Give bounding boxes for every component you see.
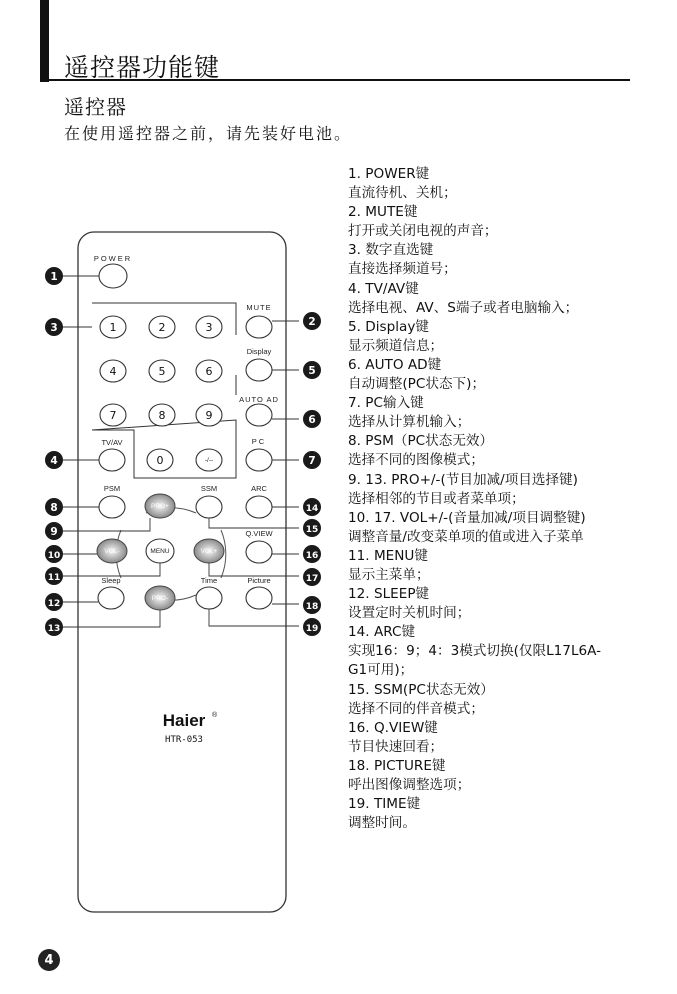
key-line: 16. Q.VIEW键 [348,719,438,736]
key-line: 直流待机、关机； [348,185,457,202]
key-line: 5. Display键 [348,318,429,335]
callout-16 [303,545,321,563]
svg-text:17: 17 [305,574,319,584]
callout-5 [303,361,321,379]
key-line: 2. MUTE键 [348,204,418,221]
key-line: 14. ARC键 [348,624,416,641]
key-line: 18. PICTURE键 [348,757,446,774]
key-line: 自动调整(PC状态下)； [348,376,486,393]
tvav-button[interactable] [99,449,125,471]
key-line: 节目快速回看； [348,738,444,755]
key-line: 调整音量/改变菜单项的值或进入子菜单 [348,528,584,545]
svg-text:18: 18 [305,602,319,612]
arc-label: ARC [251,484,267,493]
key-line: 选择电视、AV、S端子或者电脑输入； [348,299,579,316]
svg-text:5: 5 [308,365,316,377]
key-description-list [348,165,668,833]
svg-text:1: 1 [50,271,58,283]
svg-text:12: 12 [47,599,61,609]
callout-2 [303,312,321,330]
tvav-label: TV/AV [101,438,123,447]
qview-label: Q.VIEW [245,529,273,538]
page-number: 4 [38,949,60,971]
key-line: 显示主菜单； [348,566,430,583]
vol-plus-text: VOL+ [200,548,218,555]
dash-text: -/-- [204,457,214,464]
key-line: 9. 13. PRO+/-(节目加减/项目选择键) [348,471,578,488]
sleep-label: Sleep [101,576,121,585]
key-line: 显示频道信息； [348,337,444,354]
key-line: 选择不同的图像模式； [348,452,484,469]
digit-9-text: 9 [205,409,213,422]
svg-text:2: 2 [308,316,316,328]
sleep-button[interactable] [98,587,124,609]
key-line: 调整时间。 [348,815,416,832]
callout-14 [303,498,321,516]
callout-4 [45,451,63,469]
key-line: G1可用)； [348,662,414,679]
brand-logo: Haier [162,711,206,730]
svg-text:4: 4 [50,455,58,467]
key-line: 4. TV/AV键 [348,280,419,297]
display-label: Display [246,347,272,356]
svg-text:11: 11 [47,573,61,583]
intro-text: 在使用遥控器之前，请先装好电池。 [64,124,353,143]
callout-6 [303,410,321,428]
key-line: 12. SLEEP键 [348,586,430,603]
key-line: 7. PC输入键 [348,395,424,412]
display-button[interactable] [246,359,272,381]
key-line: 打开或关闭电视的声音； [348,223,498,240]
ssm-label: SSM [200,484,218,493]
key-line: 选择相邻的节目或者菜单项； [348,490,525,507]
svg-text:8: 8 [50,502,58,514]
callout-1 [45,267,63,285]
qview-button[interactable] [246,541,272,563]
svg-text:13: 13 [47,624,61,634]
key-line: 19. TIME键 [348,796,421,813]
svg-text:16: 16 [305,551,319,561]
psm-button[interactable] [99,496,125,518]
callout-3 [45,318,63,336]
digit-4-text: 4 [109,365,117,378]
key-line: 15. SSM(PC状态无效） [348,681,494,698]
pro-plus-text: PRO+ [151,503,169,510]
menu-text: MENU [150,548,170,555]
digit-6-text: 6 [205,365,213,378]
ssm-button[interactable] [196,496,222,518]
callout-11 [45,567,63,585]
callout-8 [45,498,63,516]
digit-0-text: 0 [156,454,164,467]
svg-text:14: 14 [305,504,319,514]
time-label: Time [200,576,218,585]
time-button[interactable] [196,587,222,609]
brand-registered: ® [212,712,218,719]
svg-text:19: 19 [305,624,319,634]
key-line: 8. PSM（PC状态无效） [348,433,494,450]
auto-ad-label: AUTO AD [239,395,279,404]
svg-text:3: 3 [50,322,58,334]
digit-8-text: 8 [158,409,166,422]
vol-minus-text: VOL- [104,548,120,555]
arc-button[interactable] [246,496,272,518]
digit-1-text: 1 [109,321,117,334]
key-line: 选择不同的伴音模式； [348,700,484,717]
key-line: 3. 数字直选键 [348,242,434,259]
key-line: 直接选择频道号； [348,261,457,278]
pc-button[interactable] [246,449,272,471]
callout-13 [45,618,63,636]
key-line: 实现16：9；4：3模式切换(仅限L17L6A- [348,643,602,660]
callout-12 [45,593,63,611]
mute-label: MUTE [246,303,272,312]
callout-18 [303,596,321,614]
key-line: 设置定时关机时间； [348,605,471,622]
callout-19 [303,618,321,636]
auto-ad-button[interactable] [246,404,272,426]
key-line: 10. 17. VOL+/-(音量加减/项目调整键) [348,509,586,526]
power-button[interactable] [99,264,127,288]
key-line: 6. AUTO AD键 [348,356,442,373]
digit-2-text: 2 [158,321,166,334]
svg-text:15: 15 [305,525,319,535]
key-line: 11. MENU键 [348,547,428,564]
psm-label: PSM [103,484,121,493]
digit-3-text: 3 [205,321,213,334]
callout-15 [303,519,321,537]
svg-text:10: 10 [47,551,61,561]
key-line: 选择从计算机输入； [348,414,471,431]
svg-text:7: 7 [308,455,316,467]
pc-label: PC [251,437,267,446]
picture-button[interactable] [246,587,272,609]
callout-7 [303,451,321,469]
key-line: 1. POWER键 [348,166,430,182]
svg-text:6: 6 [308,414,316,426]
callout-9 [45,522,63,540]
page-title: 遥控器功能键 [64,53,221,82]
mute-button[interactable] [246,316,272,338]
picture-label: Picture [247,576,271,585]
pro-minus-text: PRO- [151,595,169,602]
digit-5-text: 5 [158,365,166,378]
digit-7-text: 7 [109,409,117,422]
svg-text:9: 9 [50,526,58,538]
key-line: 呼出图像调整选项； [348,777,471,793]
callout-17 [303,568,321,586]
section-title: 遥控器 [64,95,127,119]
callout-10 [45,545,63,563]
power-label: POWER [93,254,133,263]
model-number: HTR-053 [165,735,203,745]
